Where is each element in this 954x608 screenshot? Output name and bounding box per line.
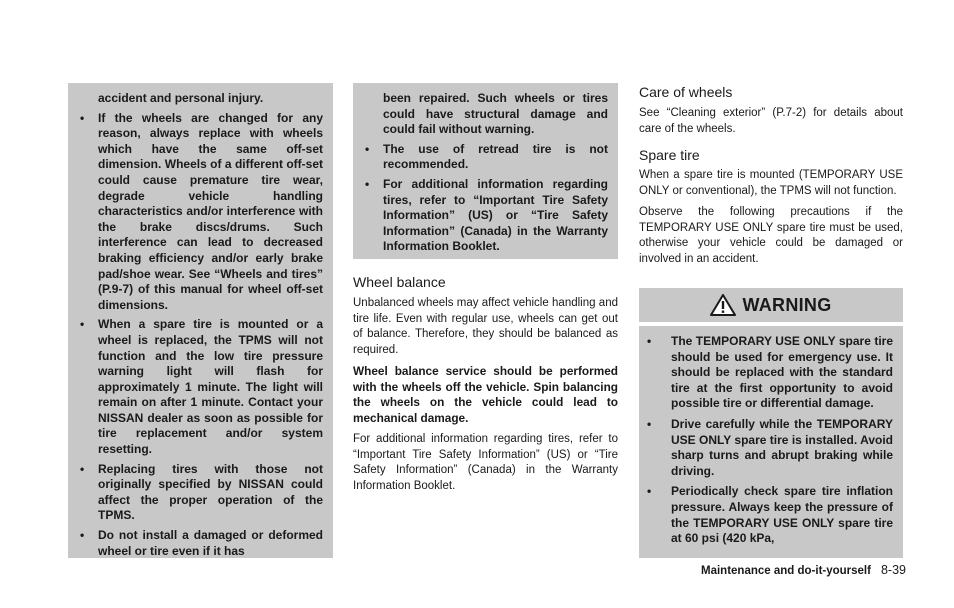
warning-lead-text: accident and personal injury. (98, 91, 264, 105)
page-footer (701, 563, 906, 577)
warning-bullet-item (80, 462, 323, 524)
warning-box (639, 326, 903, 558)
warning-bullet-text: Periodically check spare tire inflation pressure. Always keep the pressure of the TEMPORARY USE ONLY spare tire at 60 psi (420 kPa, (671, 484, 893, 546)
bullet-icon: • (80, 528, 85, 543)
bullet-icon: • (80, 461, 85, 476)
warning-bullet-text: For additional information regarding tires, refer to “Important Tire Safety Information” (US) or “Tire Safety Information” (Canada) in the Warranty Information Booklet. (383, 176, 608, 254)
warning-triangle-icon (710, 294, 736, 316)
body-paragraph: When a spare tire is mounted (TEMPORARY USE ONLY or conventional), the TPMS will not function. (639, 169, 903, 197)
bullet-icon: • (365, 176, 370, 191)
warning-continuation-box-left (68, 83, 333, 558)
body-paragraph: Unbalanced wheels may affect vehicle handling and tire life. Even with regular use, wheels can get out of balance. Therefore, they should be balanced as required. (353, 297, 618, 356)
warning-bullet-item (365, 177, 608, 255)
care-and-spare-section (639, 84, 903, 267)
body-paragraph: See “Cleaning exterior” (P.7-2) for details about care of the wheels. (639, 107, 903, 135)
warning-bullet-text: Do not install a damaged or deformed wheel or tire even if it has (98, 528, 323, 558)
body-paragraph: For additional information regarding tires, refer to “Important Tire Safety Information” (US) or “Tire Safety Information” (Canada) in the Warranty Information Booklet. (353, 433, 618, 492)
section-heading-wheel-balance: Wheel balance (353, 274, 446, 290)
bullet-icon: • (647, 484, 652, 499)
warning-lead-text: been repaired. Such wheels or tires could have structural damage and could fail without warning. (383, 91, 608, 137)
bullet-icon: • (365, 141, 370, 156)
section-heading-care-of-wheels: Care of wheels (639, 84, 733, 100)
body-paragraph: Observe the following precautions if the TEMPORARY USE ONLY spare tire must be used, otherwise your vehicle could be damaged or involved in an accident. (639, 206, 903, 265)
bullet-icon: • (80, 317, 85, 332)
warning-bullet-item (80, 528, 323, 559)
warning-bullet-item (647, 334, 893, 412)
bullet-icon: • (647, 334, 652, 348)
warning-continuation-box-middle (353, 83, 618, 259)
bullet-icon: • (80, 110, 85, 125)
warning-title: WARNING (742, 294, 832, 315)
warning-bullet-item (80, 111, 323, 314)
bullet-icon: • (647, 416, 652, 431)
section-heading-spare-tire: Spare tire (639, 147, 700, 163)
warning-bullet-item (80, 317, 323, 457)
warning-bullet-item (365, 142, 608, 173)
warning-bullet-text: When a spare tire is mounted or a wheel is replaced, the TPMS will not function and the low tire pressure warning light will flash for approximately 1 minute. The light will remain on after 1 minute. Contact your NISSAN dealer as soon as possible for tire replacement and/or system resetting. (98, 317, 323, 457)
warning-header (639, 288, 903, 322)
warning-bullet-item (647, 417, 893, 479)
footer-section-title: Maintenance and do-it-yourself (701, 565, 871, 577)
wheel-balance-section (353, 274, 618, 494)
bold-caution-paragraph: Wheel balance service should be performed with the wheels off the vehicle. Spin balancing the wheels on the vehicle could lead to mechanical damage. (353, 364, 618, 425)
warning-bullet-text: Drive carefully while the TEMPORARY USE ONLY spare tire is installed. Avoid sharp turns and abrupt braking while driving. (671, 416, 893, 478)
page-number: 8-39 (880, 563, 906, 577)
warning-bullet-text: The use of retread tire is not recommended. (383, 141, 608, 172)
warning-bullet-text: Replacing tires with those not originally specified by NISSAN could affect the proper operation of the TPMS. (98, 461, 323, 523)
warning-bullet-item (647, 484, 893, 546)
warning-bullet-text: If the wheels are changed for any reason, always replace with wheels which have the same off-set dimension. Wheels of a different off-set could cause premature tire wear, degrade vehicle handling characteristics and/or interference with the brake discs/drums. Such interference can lead to decreased braking efficiency and/or early brake pad/shoe wear. See “Wheels and tires” (P.9-7) of this manual for wheel off-set dimensions. (98, 110, 323, 312)
warning-bullet-text: The TEMPORARY USE ONLY spare tire should be used for emergency use. It should be replaced with the standard tire at the first opportunity to avoid possible tire or differential damage. (671, 334, 893, 411)
